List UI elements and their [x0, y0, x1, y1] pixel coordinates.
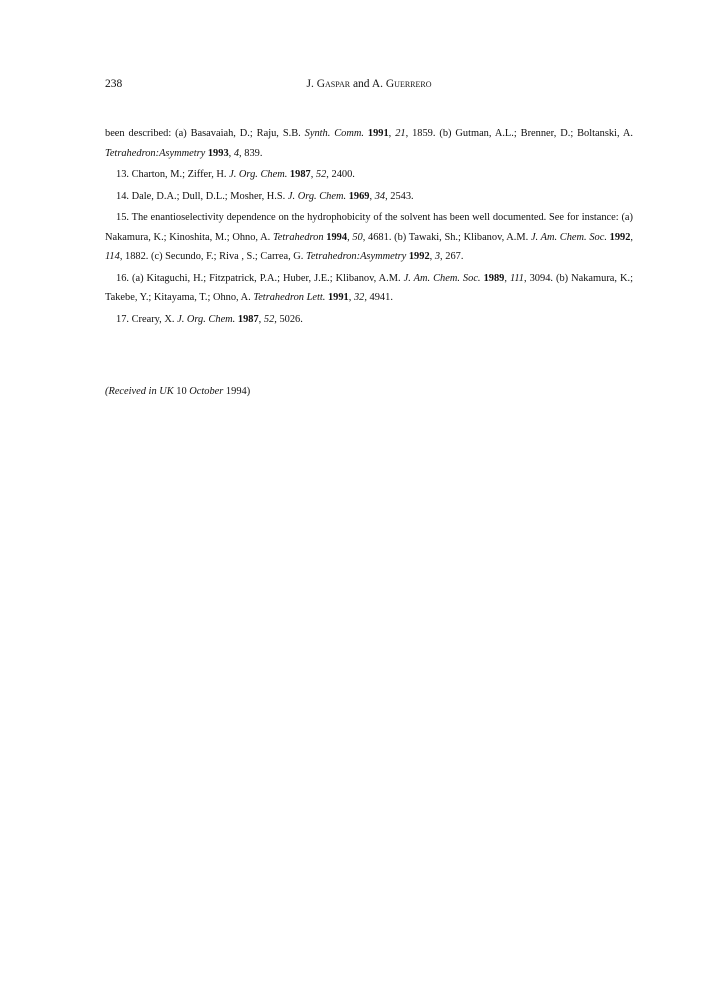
ref17-journal: J. Org. Chem. [177, 313, 236, 325]
ref15-text-4: , 267. [440, 251, 464, 262]
reference-17: 17. Creary, X. J. Org. Chem. 1987, 52, 5026. [116, 313, 303, 325]
ref16-text-2: , 3094. (b) Nakamura, K.; Takebe, Y.; Kitayama, T.; Ohno, A. [105, 272, 633, 303]
ref16-year-1: 1989 [483, 272, 505, 284]
ref13-text-2: , 2400. [326, 169, 355, 180]
ref13-journal: J. Org. Chem. [229, 169, 288, 180]
ref12-text-2: , 1859. (b) Gutman, A.L.; Brenner, D.; Boltanski, A. [405, 128, 633, 139]
reference-13: 13. Charton, M.; Ziffer, H. J. Org. Chem. 1987, 52, 2400. [116, 169, 355, 180]
page-number: 238 [105, 78, 123, 90]
ref16-journal-2: Tetrahedron Lett. [253, 292, 326, 303]
received-year: 1994) [223, 386, 251, 397]
ref13-volume: 52 [315, 169, 327, 180]
ref15-volume-3: 3 [434, 251, 441, 262]
ref12-text-1: been described: (a) Basavaiah, D.; Raju, S.B. [105, 128, 305, 139]
ref16-text-1: 16. (a) Kitaguchi, H.; Fitzpatrick, P.A.; Huber, J.E.; Klibanov, A.M. [116, 272, 404, 284]
page-header [105, 78, 633, 94]
ref15-year-1: 1994 [326, 231, 348, 243]
received-in-label: Received in UK [108, 386, 174, 397]
ref12-journal-2: Tetrahedron:Asymmetry [105, 147, 206, 159]
reference-12-continued: been described: (a) Basavaiah, D.; Raju, S.B. Synth. Comm. 1991, 21, 1859. (b) Gutman, A.L.; Brenner, D.; Boltanski, A. Tetrahedron:Asymmetry 1993, 4, 839. [105, 128, 633, 159]
ref15-text-3: , 1882. (c) Secundo, F.; Riva , S.; Carrea, G. [119, 251, 306, 262]
ref17-text-2: , 5026. [274, 313, 303, 325]
ref15-year-2: 1992 [609, 231, 631, 243]
ref12-journal-1: Synth. Comm. [304, 128, 364, 139]
ref14-volume: 34 [374, 190, 386, 202]
ref12-year-1: 1991 [367, 128, 389, 139]
reference-14: 14. Dale, D.A.; Dull, D.L.; Mosher, H.S. J. Org. Chem. 1969, 34, 2543. [116, 190, 414, 202]
ref14-year: 1969 [348, 190, 370, 202]
ref16-volume-1: 111 [509, 272, 524, 284]
ref17-year: 1987 [237, 313, 259, 325]
received-open-paren: ( [105, 386, 109, 397]
ref16-text-3: , 4941. [364, 292, 393, 303]
ref15-text-2: , 4681. (b) Tawaki, Sh.; Klibanov, A.M. [362, 231, 531, 243]
received-month: October [189, 386, 224, 397]
ref14-text-1: 14. Dale, D.A.; Dull, D.L.; Mosher, H.S. [116, 190, 288, 202]
ref12-text-3: , 839. [239, 147, 263, 159]
ref15-journal-3: Tetrahedron:Asymmetry [306, 251, 407, 262]
ref13-text-1: 13. Charton, M.; Ziffer, H. [116, 169, 230, 180]
references-list [105, 124, 633, 329]
ref17-text-1: 17. Creary, X. [116, 313, 178, 325]
author1-name: Gaspar [316, 78, 351, 90]
author1-initial: J. [306, 78, 317, 90]
ref15-volume-2: 114 [105, 251, 120, 262]
ref16-volume-2: 32 [353, 292, 365, 303]
ref13-year: 1987 [289, 169, 311, 180]
running-head-authors [105, 78, 633, 90]
ref16-year-2: 1991 [327, 292, 349, 303]
reference-15: 15. The enantioselectivity dependence on the hydrophobicity of the solvent has been well documented. See for instance: (a) Nakamura, K.; Kinoshita, M.; Ohno, A. Tetrahedron 1994, 50, 4681. (b) Tawaki, Sh.; Klibanov, A.M. J. Am. Chem. Soc. 1992, 114, 1882. (c) Secundo, F.; Riva , S.; Carrea, G. Tetrahedron:Asymmetry 1992, 3, 267. [105, 212, 634, 262]
received-day: 10 [173, 386, 190, 397]
ref14-journal: J. Org. Chem. [287, 190, 347, 202]
ref12-year-2: 1993 [207, 147, 229, 159]
ref16-journal-1: J. Am. Chem. Soc. [403, 272, 481, 284]
ref15-year-3: 1992 [408, 251, 430, 262]
received-date-line [105, 386, 250, 397]
ref12-volume-1: 21 [395, 128, 406, 139]
ref15-journal-1: Tetrahedron [272, 231, 324, 243]
ref17-volume: 52 [263, 313, 275, 325]
author2-initial: A. [371, 78, 386, 90]
author2-name: Guerrero [385, 78, 432, 90]
author-conjunction: and [350, 78, 372, 90]
ref15-volume-1: 50 [352, 231, 363, 243]
reference-16: 16. (a) Kitaguchi, H.; Fitzpatrick, P.A.; Huber, J.E.; Klibanov, A.M. J. Am. Chem. Soc. 1989, 111, 3094. (b) Nakamura, K.; Takebe, Y.; Kitayama, T.; Ohno, A. Tetrahedron Lett. 1991, 32, 4941. [105, 272, 633, 303]
ref15-text-1: 15. The enantioselectivity dependence on the hydrophobicity of the solvent has been well documented. See for instance: (a) Nakamura, K.; Kinoshita, M.; Ohno, A. [105, 212, 633, 243]
ref14-text-2: , 2543. [385, 190, 414, 202]
ref15-journal-2: J. Am. Chem. Soc. [530, 231, 607, 243]
ref12-volume-2: 4 [233, 147, 240, 159]
